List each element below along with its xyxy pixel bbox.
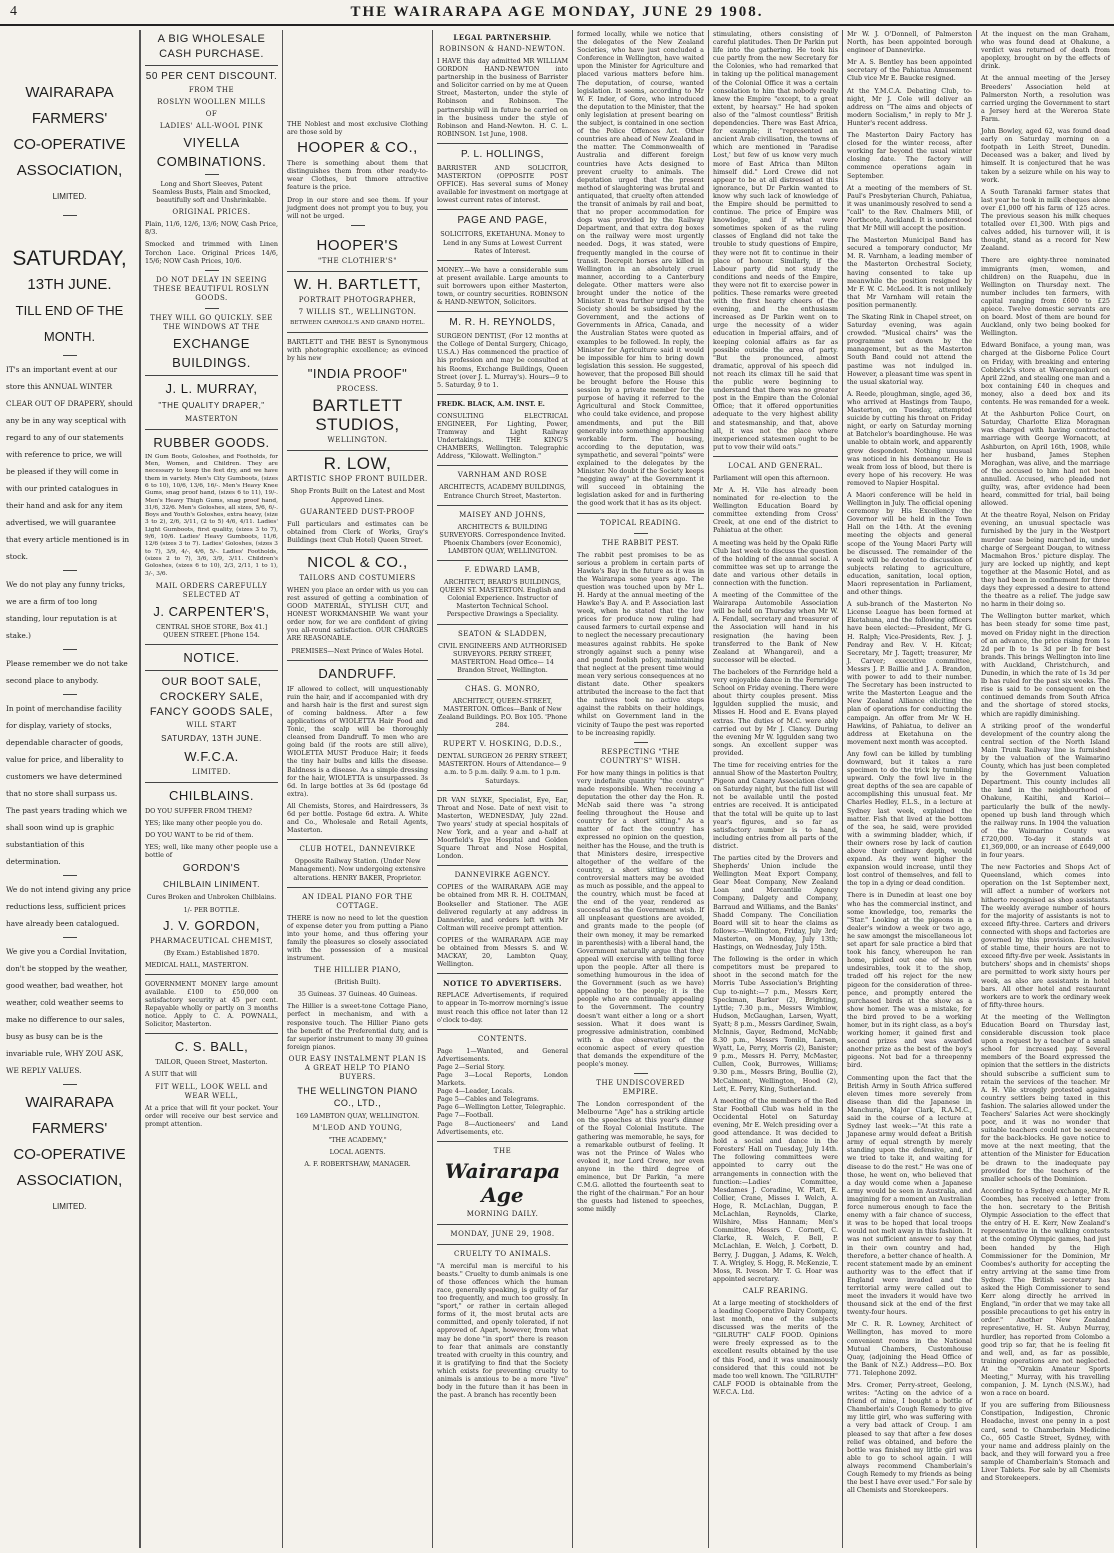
quality-draper: "THE QUALITY DRAPER," xyxy=(158,400,265,410)
of-text: OF xyxy=(205,110,218,118)
clothiers: "THE CLOTHIER'S" xyxy=(318,256,397,265)
british-built: (British Built). xyxy=(334,978,381,987)
viyella-desc: Long and Short Sleeves, Patent Seamless Busts, Plain and Smocked, beautifully soft and Unshrinkable. xyxy=(152,180,271,205)
hooper-co: HOOPER & CO., xyxy=(297,139,418,157)
do-not-delay: DO NOT DELAY IN SEEING THESE BEAUTIFUL ROSLYN GOODS. xyxy=(153,275,270,302)
wfca-body-6: We give you a Cordial Invitation, don't be stopped by the weather, good weather, bad weather, hot weather, cold weather seems to make no difference to our sales, busy as busy can be is the invariable rule, WHY ZOU ASK, WE REPLY VALUES. xyxy=(6,947,128,1075)
ashburton: At the Ashburton Police Court, on Saturday, Charlotte Eliza Moragnan was charged with having contracted marriage with George Wornacott, at Ashburton, on April 16th, 1908, while her husband, James Stephen Moraghan, was alive, and the marriage of the accused to him had not been annulled. Accused, who pleaded not guilty, was, after evidence had been heard, committed for trial, bail being allowed. xyxy=(981,410,1110,508)
wfca-body-3: Please remember we do not take second place to anybody. xyxy=(6,659,128,685)
notice: NOTICE. xyxy=(183,649,240,665)
van-slyke: DR VAN SLYKE, Specialist, Eye, Ear, Throat and Nose. Date of next visit to Masterton, WEDNESDAY, July 22nd. Two years' study at special hospitals of New York, and a year and a-half at Moorfield's Eye Hospital and Golden Square Throat and Nose Hospital, London. xyxy=(437,795,568,861)
bentley: Mr A. S. Bentley has been appointed secretary of the Pahiatua Amusement Club vice Mr E. Baucke resigned. xyxy=(847,58,972,83)
india-proof: "INDIA PROOF" xyxy=(307,366,408,382)
murray: J. L. MURRAY, xyxy=(165,380,258,396)
hosking: RUPERT V. HOSKING, D.D.S., xyxy=(442,740,563,749)
viyella: VIYELLA xyxy=(183,135,240,150)
pigeon: There is in Dunedin at least one boy who has the commercial instinct, and some knowledge, too, remarks the "Star." Looking at the pigeons in a dealer's window a week or two ago, he saw amongst the miscellaneous lot set apart for sale practice a bird that took his fancy, whereupon he ran home, picked out one of his own undesirables, took it to the shop, traded off his reject for the new pigeon for the consideration of three-pence, and promptly entered the purchased birds at the show as a show homer. The was a mistake, for the bird proved to be a working homer, but in its right class, as a boy's working homer, it gained first and second prizes and was awarded another prize as the best of the boy's pigeons. Not bad for a threepenny bird. xyxy=(847,891,972,1070)
roslyn-mills: ROSLYN WOOLLEN MILLS xyxy=(157,98,266,106)
wholesale-heading: A BIG WHOLESALE xyxy=(157,33,266,45)
morning-daily: MORNING DAILY. xyxy=(466,1209,539,1218)
maisey: MAISEY AND JOHNS, xyxy=(459,510,546,519)
instalment: OUR EASY INSTALMENT PLAN IS A GREAT HELP TO PIANO BUYERS. xyxy=(288,1054,427,1081)
studios: STUDIOS, xyxy=(315,415,400,435)
crockery-sale: CROCKERY SALE, xyxy=(159,690,264,703)
process: PROCESS. xyxy=(336,385,379,394)
club-body: Opposite Railway Station. (Under New Management). Now undergoing extensive alterations. HENRY BAKER, Proprietor. xyxy=(289,857,426,882)
drovers: The parties cited by the Drovers and Shepherds' Union include the Wellington Meat Export Company, Gear Meat Company, New Zealand Loan and Mercantile Agency Company, Dalgety and Company, Barraud and Williams, and the Banks' Shadd Company. The Conciliation Board will sit to hear the claims as follows:—Wellington, Friday, July 3rd; Masterton, on Monday, July 13th; Hastings, on Wednesday, July 15th. xyxy=(713,854,838,952)
parliament: Parliament will open this afternoon. xyxy=(713,473,830,482)
pharm-chemist: PHARMACEUTICAL CHEMIST, xyxy=(149,936,274,945)
issue-date: MONDAY, JUNE 29, 1908. xyxy=(450,1229,555,1238)
boniface: Edward Boniface, a young man, was charged at the Gisborne Police Court on Friday, with breaking and entering Cobbrick's store at Waerengaokuri on April 22nd, and stealing one man and a box containing £40 in cheques and money, also a deed box and its contents. He was remanded for a week. xyxy=(981,341,1110,407)
r-low: R. LOW, xyxy=(323,454,392,474)
nicol: NICOL & CO., xyxy=(307,553,408,571)
band: The Masterton Municipal Band has secured a temporary conductor, Mr M. R. Varnham, a leading member of the Masterton Orchestral Society, having consented to take up meanwhile the position resigned by Mr F. W. C. McLeod. It is not unlikely that Mr Varnham will retain the position permanently. xyxy=(847,236,972,309)
dannevirke-body: COPIES of the WAIRARAPA AGE may be obtained from MR R. H. COLTMAN, Bookseller and Stationer. The AGE delivered regularly at any address in Dannevirke, and orders left with Mr Coltman will receive prompt attention. xyxy=(437,883,568,932)
rabbit-body: The rabbit pest promises to be as serious a problem in certain parts of Hawke's Bay in the future as it was in the Wairarapa some years ago. The question was touched upon by Mr L. H. Hardy at the annual meeting of the Hawke's Bay A. and P. Association last week, when he stated that the low prices for produce now ruling had caused farmers to curtail expense and to neglect the necessary precautionary measures against rabbits. He spoke strongly against such a penny wise and pound foolish policy, maintaining that neglect at the present time would mean very serious consequences at no distant date. Other speakers attributed the increase to the fact that the natives took no active steps against the rabbits on their holdings, whilst on Government land in the vicinity of Taupo the pest was reported to be increasing rapidly. xyxy=(577,550,704,737)
ymca: At the Y.M.C.A. Debating Club, to-night, Mr J. Cole will deliver an address on "The aims and objects of modern Socialism," in reply to Mr J. Hunter's recent address. xyxy=(847,86,972,127)
nicol-body: WHEN you place an order with us you can rest assured of getting a combination of GOOD MATERIAL, STYLISH CUT, and HONEST WORKMANSHIP. We want your order now, for we are confident of giving you all-round satisfaction. OUR CHARGES ARE REASONABLE. xyxy=(287,585,428,643)
partnership-body: I HAVE this day admitted MR WILLIAM GORDON HAND-NEWTON into partnership in the business of Barrister and Solicitor carried on by me at Queen Street, Masterton, under the style of Robinson and Robinson. The partnership will in future be carried on in the business under the style of Robinson and Hand-Newton. H. C. L. ROBINSON. 1st June, 1908. xyxy=(437,57,568,138)
maisey-body: ARCHITECTS & BUILDING SURVEYORS. Correspondence Invited. Phoenix Chambers (over Economic), LAMBTON QUAY, WELLINGTON. xyxy=(439,522,566,555)
monro-body: ARCHITECT, QUEEN-STREET, MASTERTON. Offices—Bank of New Zealand Buildings. P.O. Box 105. 'Phone 284. xyxy=(437,696,568,730)
column-3-ads xyxy=(282,30,432,1548)
cruelty-heading: CRUELTY TO ANIMALS. xyxy=(454,1249,551,1258)
seaton: SEATON & SLADDEN, xyxy=(457,629,548,638)
poultry: The time for receiving entries for the annual Show of the Masterton Poultry, Pigeon and Canary Association closed on Saturday night, but the full list will not be available until the posted entries are received. It is anticipated that the total will be quite up to last year's figures, and so far as satisfactory number is to hand, including entries from all parts of the district. xyxy=(713,760,838,850)
advertisers-body: REPLACE Advertisements, if required to appear in To-morrow morning's issue must reach this office not later than 12 o'clock to-day. xyxy=(437,991,568,1024)
limited: LIMITED. xyxy=(192,767,231,776)
club-hotel: CLUB HOTEL, DANNEVIRKE xyxy=(299,845,416,854)
education-board: At the meeting of the Wellington Education Board on Thursday last, considerable discussion took place upon a request by a teacher of a small school for increased pay. Several members of the Board expressed the opinion that the settlers in the districts should subscribe a sufficient sum to retain the services of the teacher. Mr A. H. Vile strongly protested against country settlers being taxed in this fashion. The salaries allowed under the Teachers' Salaries Act were shockingly poor, and it was no wonder that suitable teachers could not be secured for the back-blocks. He gave notice to move at the next meeting, that the attention of the Minister for Education be drawn to the inadequate pay provided for the teachers of the smaller schools of the Dominion. xyxy=(981,1012,1110,1183)
dandruff-body: IF allowed to collect, will unquestionably ruin the hair, and if accompanied with dry and harsh hair is the first and surest sign of coming baldness. After a few applications of WIOLETTA Hair Food and Tonic, the scalp will be thoroughly cleansed from Dandruff. To men who are going bald (if the roots are still alive), WIOLETTA MUST Produce Hair; it feeds the tiny hair bulbs and kills the disease. Baldness is a disease. As a simple dressing for the hair, WIOLETTA is unsurpassed. 3s 6d. In large bottles at 3s 6d (postage 6d extra). xyxy=(287,684,428,798)
cruelty-cont: formed locally, while we notice that the delegates of the New Zealand Societies, who have just concluded a Conference in Wellington, have waited upon the Minister for Agriculture and placed various matters before him. The deputation, of course, wanted legislation. It seems, according to Mr W. F. Inder, of Gore, who introduced the deputation to the Minister, that the only legislation at present bearing on the subject, is contained in one section of the Police Offences Act. Other countries are ahead of New Zealand in the matter. The Commonwealth of Australia and different foreign countries have Acts designed to prevent cruelty to animals. The deputation urged that the present method of slaughtering was brutal and antiquated, that cruelty often attended the transit of animals by rail and boat, that no proper accommodation for dogs was provided by the Railway Department, and that extra dog boxes on the railway were most urgently needed. Dogs, it was stated, were frequently mangled in the course of transit. Decrepit horses are killed in Wellington in an absolutely cruel manner, according to a Canterbury delegate. Other matters were also brought under the notice of the Minister. It was further urged that the Society should be subsidised by the Government, and the actions of Governments in Africa, Canada, and the Australian States were quoted as examples to be followed. In reply, the Minister for Agriculture said it would be impossible for him to bring down legislation this session. He suggested, however, that the proposed Bill should be brought before the House this session by a private member for the purpose of having it referred to the Agricultural and Stock Committee, who could take evidence, and propose amendments, and put the Bill generally into something approaching workable form. The housing, according to the deputation, was sympathetic, and several "points" were explained to the delegates by the Minister. No doubt if the Society keeps "negging away" at the Government it will succeed in obtaining the legislation asked for and in furthering the good work that it has as its object. xyxy=(577,30,704,508)
hooper-intro: THE Noblest and most exclusive Clothing are those sold by xyxy=(287,120,428,137)
hoopers: HOOPER'S xyxy=(316,236,399,254)
cruelty-body: "A merciful man is merciful to his beasts." Cruelty to dumb animals is one of those offences which the human race, generally speaking, is guilty of far too frequently, and much too grossly. In "sport," or rather in certain alleged forms of it, the most brutal acts are committed, and openly tolerated, if not approved of. Apart, however, from what may be done "in sport" there is reason to fear that animals are constantly treated with cruelty in this country, and it is gratifying to find that the Society which exists for preventing cruelty to animals is anxious to be a more "live" body in the future than it has been in the past. A branch has recently been xyxy=(437,1261,568,1400)
mcleod: M'LEOD AND YOUNG, xyxy=(312,1124,403,1133)
fancy-sale: FANCY GOODS SALE, xyxy=(149,705,274,718)
taranaki: A South Taranaki farmer states that last year he took in milk cheques alone over £1,000 off his farm of 125 acres. The previous season his milk cheques totalled over £1,300. With pigs and calves added, his turnover will, it is thought, stand as a record for New Zealand. xyxy=(981,187,1110,253)
cs-ball: C. S. BALL, xyxy=(174,1039,249,1055)
cash-purchase: CASH PURCHASE. xyxy=(159,48,264,60)
skating: The Skating Rink in Chapel street, on Saturday evening, was again crowded. "Musical chairs" was the programme set down by the management, but as the Masterton South Band could not attend the pastime was not indulged in. However, a pleasant time was spent in the usual skatorial way. xyxy=(847,313,972,386)
money: MONEY.—We have a considerable sum at present available. Large amounts to suit borrowers upon either Masterton, town, or country securities. ROBINSON & HAND-NEWTON, Solicitors. xyxy=(437,265,568,307)
topical-reading: TOPICAL READING. xyxy=(600,518,681,527)
column-6 xyxy=(708,30,842,1548)
wh-bartlett: W. H. BARTLETT, xyxy=(293,275,422,293)
chil-q2: DO YOU WANT to be rid of them. xyxy=(145,831,254,840)
portrait: PORTRAIT PHOTOGRAPHER, xyxy=(298,295,417,304)
queensland: The new Factories and Shops Act of Queensland, which comes into operation on the 1st September next, will affect a number of workers not hitherto recognised as shop assistants. The weekly average number of hours for the majority of assistants is not to exceed fifty-three. Carters and drivers connected with shops and factories are governed by this provision. Exclusive of stable time, their hours are not to exceed fifty-five per week. Assistants in butchers' shops and in chemists' shops are permitted to work sixty hours per week, as also are assistants in hotel bars. All other hotel and restaurant workers are to work the ordinary week of fifty-three hours. xyxy=(981,863,1110,1009)
carpenter-address: CENTRAL SHOE STORE, Box 41.] QUEEN STREET. [Phone 154. xyxy=(155,622,268,639)
opaki: A meeting was held by the Opaki Rifle Club last week to discuss the question of the holding of the annual social. A committee was set up to arrange the date and various other details in connection with the function. xyxy=(713,538,838,587)
page-and-page: PAGE AND PAGE, xyxy=(457,215,548,227)
olympic: According to a Sydney exchange, Mr R. Coombes, has received a letter from the hon. secretary to the British Olympic Association to the effect that the entry of H. E. Kerr, New Zealand's representative in the walking contests at the coming Olympic games, had just been handed by the High Commissioner for the Dominion, Mr Coombes's authority for accepting the entry arriving at the same time from Sydney. The British secretary has asked the High Commissioner to send Kerr along directly he arrived in England, "in order that we may take all possible precautions to get his entry in order." Another New Zealand representative, H. St. Aubyn Murray, hurdler, has reported from Colombo a good trip so far, that he is feeling fit and well, and, as far as possible, training operations are not neglected. At the "Orakin Amateur Sports Meeting," Murray, with his travelling companion, J. M. Lynch (N.S.W.), had won a race on board. xyxy=(981,1186,1110,1398)
per-bottle: 1/- PER BOTTLE. xyxy=(183,905,240,914)
the: THE xyxy=(493,1146,512,1155)
hillier-body: The Hillier is a sweet-tone Cottage Piano, perfect in mechanism, and with a responsive touch. The Hillier Piano gets the benefit of the Preferential duty, and is far superior instrument to many 30 guinea foreign pianos. xyxy=(287,1002,428,1051)
column-7 xyxy=(842,30,976,1548)
bowley: John Bowley, aged 62, was found dead early on Saturday morning on a footpath in Leith Street, Dunedin. Deceased was a baker, and lived by himself. It is conjectured that he was taken by a seizure while on his way to work. xyxy=(981,127,1110,184)
shop-fronts: Shop Fronts Built on the Latest and Most Approved Lines. xyxy=(290,487,425,504)
wfca-heading-1: WAIRARAPA FARMERS' CO-OPERATIVE ASSOCIATION, LIMITED. xyxy=(13,84,126,201)
by-exam: (By Exam.) Established 1870. xyxy=(163,948,260,957)
immigrants: There are eighty-three nominated immigrants (men, women, and children) on the Ruapehu, due in Wellington on Thursday next. The number includes ten farmers, with capital ranging from £600 to £25 apiece. Twelve domestic servants are on board. Most of them are bound for Auckland, only two being booked for Wellington. xyxy=(981,256,1110,338)
jv-gordon: J. V. GORDON, xyxy=(162,917,261,933)
premises: PREMISES—Next Prince of Wales Hotel. xyxy=(291,646,424,655)
chemists: All Chemists, Stores, and Hairdressers, 3s 6d per bottle. Postage 6d extra. A. White and Co., Wholesale and Retail Agents, Masterton. xyxy=(287,801,428,835)
fernridge: The bachelors of the Fernridge held a very enjoyable dance in the Fernridge School on Friday evening. There were about thirty couples present. Miss Iggulden supplied the music, and Misses H. Hood and E. Evans played extras. The duties of M.C. were ably carried out by Mr J. Clancy. During the evening Mr W. Iggulden sang two songs. An excellent supper was provided. xyxy=(713,667,838,757)
st-pauls: At a meeting of the members of St. Paul's Presbyterian Church, Pahiatua, it was unanimously resolved to send a "call" to the Rev. Chalmers Mill, of Northcote, Auckland. It is understood that Mr Mill will accept the position. xyxy=(847,183,972,233)
no-license: A sub-branch of the Masterton No License League has been formed at Eketahuna, and the following officers have been elected:—President, Mr G. H. Ralph; Vice-Presidents, Rev. J. J. Pendray and Rev. V. H. Kitcat; Secretary, Mr J. Tagett; treasurer, Mr J. Carver; executive committee, Messrs J. P. Baillie and J. A. Brandon, with power to add to their number. The Secretary has been instructed to write the Masterton League and the New Zealand Alliance eliciting the plan of operations for conducting the campaign. An offer from Mr W. H. Hawkins, of Pahiatua, to deliver an address at Eketahuna on the movement next month was accepted. xyxy=(847,600,972,746)
rabbit-pest: THE RABBIT PEST. xyxy=(602,538,679,547)
country-wish: RESPECTING "THE COUNTRY'S" WISH. xyxy=(600,747,681,765)
boot-sale: OUR BOOT SALE, xyxy=(161,675,262,688)
masthead xyxy=(0,0,1114,26)
wfca-abbr: W.F.C.A. xyxy=(184,748,239,764)
monro: CHAS. G. MONRO, xyxy=(465,684,540,693)
bartlett-best: BARTLETT and THE BEST is Synonymous with photographic excellence; as evinced by his new xyxy=(287,338,428,363)
red-star: A meeting of the members of the Red Star Football Club was held in the Occidental Hotel on Saturday evening, Mr E. Welch presiding over a good attendance. It was decided to hold a social and dance in the Foresters' Hall on Tuesday, July 14th. The following committees were appointed to carry out the arrangements in connection with the function:—Ladies' Committee, Mesdames J. Coradine, W. Platt, E. Collier, Crane, Misses I. Welch, A. Hoge, R. McLachlan, Duggan, P. McLachlan, Reynolds, Clarke, Wilshire, Miss Hannam; Men's Committee, Messrs C. Cornett, C. Clarke, R. Welch, F. Bell, P. McLachlan, E. Welch, J. Corbett, D. Berry, J. Duggan, J. Adams, K. Welch, T. A. Wrigley, S. Hogg, R. McKenzie, T. Moss, R. Iveson. Mr T. G. Hoar was appointed secretary. xyxy=(713,1096,838,1283)
jersey: At the annual meeting of the Jersey Breeders' Association held at Palmerston North, a resolution was carried urging the Government to start a Jersey herd at the Wereroa State Farm. xyxy=(981,74,1110,123)
sat-13-june: SATURDAY, 13TH JUNE. xyxy=(161,733,262,743)
seaton-body: CIVIL ENGINEERS AND AUTHORISED SURVEYORS. PERRY STREET, MASTERTON. Head Office— 14 Brandon Street, Wellington. xyxy=(438,641,567,674)
liniment: CHILBLAIN LINIMENT. xyxy=(163,879,260,890)
hollings-body: BARRISTER AND SOLICITOR, MASTERTON (OPPOSITE POST OFFICE). Has several sums of Money available for investment on mortgage at lowest current rates of interest. xyxy=(437,163,568,205)
butter: The Wellington butter market, which has been steady for some time past, moved on Friday night in the direction of an advance, the price rising from 1s 2d per lb to 1s 3d per lb for best brands. This brings Wellington into line with Auckland, Christchurch, and Dunedin, in which the rate of 1s 3d per lb has ruled for the past six weeks. The rise is said to be consequent on the continued demands from South Africa and the shortage of stored stocks, which are rapidly diminishing. xyxy=(981,612,1110,718)
waimarino: A striking proof of the wonderful development of the country along the central section of the North Island Main Trunk Railway line is furnished by the valuation of the Waimarino County, which has just been completed by the Government Valuation Department. This county includes all the land in the neighbourhood of Ohakune, Kaitihi, and Karioi—particularly the bulk of the newly-opened up bush land through which the railway runs. In 1904 the valuation of the Waimarino County was £720,000. To-day it stands at £1,369,000, or an increase of £649,000 in four years. xyxy=(981,721,1110,860)
mail-orders: MAIL ORDERS CAREFULLY SELECTED AT xyxy=(155,581,268,599)
chil-q1: DO YOU SUFFER FROM THEM? xyxy=(145,806,252,815)
column-1-wfca-ad xyxy=(0,30,140,1548)
robertshaw: A. F. ROBERTSHAW, MANAGER. xyxy=(304,1160,411,1169)
wfca-heading-2: WAIRARAPA FARMERS' CO-OPERATIVE ASSOCIATION, LIMITED. xyxy=(13,1094,126,1211)
piano-body: THERE is now no need to let the question of expense deter you from putting a Piano into your home, and thus offering your family the pleasures so closely associated with the possession of a musical instrument. xyxy=(287,913,428,963)
wellington-1: WELLINGTON. xyxy=(327,436,388,445)
fish: Any fowl can be killed by tumbling downward, but it takes a rare specimen to do the trick by tumbling upward. Only the fowl live in the great depths of the sea are capable of accomplishing this unusual feat. Mr Charles Hedley, F.L.S., in a lecture at Sydney last week, explained the matter. Fish that lived at the bottom of the sea, he said, were provided with a swimming bladder, which, if their owners rose by lack of caution above their ordinary depth, would expand. As they went higher the expansion would increase, until they lost control of themselves, and fell to the top in a dying or dead condition. xyxy=(847,749,972,888)
wfca-body-1: IT's an important event at our store this ANNUAL WINTER CLEAR OUT OF DRAPERY, should any be in any way sceptical with regard to any of our statements with reference to price, we will be pleased if they will come in with our printed catalogues in their hand and ask for any item advertised, we will guarantee that every article mentioned is in stock. xyxy=(6,365,133,561)
newspaper-title: THE WAIRARAPA AGE MONDAY, JUNE 29 1908. xyxy=(350,4,764,20)
chilblains: CHILBLAINS. xyxy=(169,787,254,803)
column-5 xyxy=(572,30,708,1548)
rubber-goods: RUBBER GOODS. xyxy=(153,434,270,450)
reynolds: M. R. H. REYNOLDS, xyxy=(449,317,556,329)
ideal-piano: AN IDEAL PIANO FOR THE COTTAGE. xyxy=(302,892,413,910)
saturday: SATURDAY, xyxy=(12,247,127,270)
lamb: F. EDWARD LAMB, xyxy=(464,566,541,575)
fit-well: FIT WELL, LOOK WELL and WEAR WELL, xyxy=(155,1082,268,1100)
lambton-quay: 169 LAMBTON QUAY, WELLINGTON. xyxy=(295,1111,420,1120)
contents-heading: CONTENTS. xyxy=(477,1034,528,1043)
lamb-body: ARCHITECT, BEARD'S BUILDINGS, QUEEN ST. MASTERTON. English and Colonial Experience. Instructor of Masterton Technical School. Perspective Drawings a Speciality. xyxy=(439,578,566,619)
ladies-wool: LADIES' ALL-WOOL PINK xyxy=(159,122,264,130)
vile: Mr A. H. Vile has already been nominated for re-election to the Wellington Education Board by committee extending from Cross' Creek, at one end of the district to Pahiatua at the other. xyxy=(713,485,838,535)
reynolds-body: SURGEON DENTIST, (For 12 months at the College of Dental Surgery, Chicago, U.S.A.) Has commenced the practice of his profession and may be consulted at his Rooms, Exchange Buildings, Queen Street (over J. L. Murray's). Hours—9 to 5. Saturday, 9 to 1. xyxy=(437,332,568,389)
black: FREDK. BLACK, A.M. INST. E. xyxy=(437,399,545,408)
column-8 xyxy=(976,30,1114,1548)
legal-partnership: LEGAL PARTNERSHIP. xyxy=(453,33,552,42)
cures: Cures Broken and Unbroken Chilblains. xyxy=(146,893,277,902)
from-text: FROM THE xyxy=(188,86,235,94)
month: MONTH. xyxy=(43,329,96,344)
maori-conf: A Maori conference will be held in Wellington in July. The official opening ceremony by His Excellency the Governor will be held in the Town Hall on the 14th. At the evening meeting the objects and general scope of the Young Maori Party will be discussed. The remainder of the week will be devoted to discussion of subjects relating to agriculture, education, sanitation, local option, Maori representation in Parliament, and other things. xyxy=(847,490,972,597)
empire-body: The London correspondent of the Melbourne "Age" has a striking article on the speeches at this year's dinner of the Royal Colonial Institute. The gathering was memorable, he says, for a remarkable outburst of feeling. It was not the Prince of Wales who evoked it, nor Lord Crewe, nor even anyone in the third degree of eminence, but Dr Parkin, "a mere C.M.G. allotted the fourteenth seat to the right of the chairman." For an hour the guests had listened to speeches, some mildly xyxy=(577,1100,704,1214)
academy: "THE ACADEMY," xyxy=(328,1136,387,1145)
hooper-p2: There is something about them that distinguishes them from other ready-to-wear Clothes, but thmore attractive feature is the price. xyxy=(287,159,428,192)
discount-heading: 50 PER CENT DISCOUNT. xyxy=(145,71,278,82)
original-prices: ORIGINAL PRICES. xyxy=(172,208,251,217)
will-start: WILL START xyxy=(186,720,237,729)
bartlett-2: BARTLETT xyxy=(312,396,403,416)
robinson-hand: ROBINSON & HAND-NEWTON. xyxy=(439,45,566,53)
till-end: TILL END OF THE xyxy=(15,303,124,318)
chamberlain: If you are suffering from Biliousness Constipation, Indigestion, Chronic Headache, invest one penny in a post card, send to Chamberlain Medicine Co., 605 Castle Street, Sydney, with your name and address plainly on the back, and they will forward you a free sample of Chamberlain's Stomach and Liver Tablets. For sale by all Chemists and Storekeepers. xyxy=(981,1401,1110,1483)
copies: COPIES of the WAIRARAPA AGE may be obtained from Messrs S. and W. MACKAY, 20, Lambton Quay, Wellington. xyxy=(437,935,568,969)
automobile: A meeting of the Committee of the Wairarapa Automobile Association will be held on Thursday when Mr W. A. Fendall, secretary and treasurer of the Association will hand in his resignation (he having been transferred to the Bank of New Zealand at Whangarei), and a successor will be elected. xyxy=(713,591,838,664)
suit-price: At a price that will fit your pocket. Your order will receive our best service and prompt attention. xyxy=(145,1103,278,1128)
wfca-body-4: In point of merchandise facility for display, variety of stocks, dependable character of goods, value for price, and liberality to customers we have determined that no store shall surpass us. The past years trading which we shall soon wind up is graphic substantiation of this determination. xyxy=(6,704,127,866)
carpenters: J. CARPENTER'S, xyxy=(153,603,270,619)
medical-hall: MEDICAL HALL, MASTERTON. xyxy=(145,960,249,969)
tailors: TAILORS AND COSTUMIERS xyxy=(299,573,416,582)
lowney: Mr C. R. R. Lowney, Architect of Wellington, has moved to more convenient rooms in the National Mutual Chambers, Customhouse Quay, (adjoining the Head Office of the Bank of N.Z.) Address—P.O. Box 771. Telephone 2092. xyxy=(847,1320,972,1377)
gov-money: GOVERNMENT MONEY large amount available. £100 to £50,000 on satisfactory security at 45 per cent. Repayable wholly or partly on 3 months notice. Apply to C. A. POWNALL, Solicitor, Masterton. xyxy=(145,979,278,1029)
dandruff: DANDRUFF. xyxy=(318,665,397,681)
chil-a2: YES; well, like many other people use a bottle of xyxy=(145,843,278,860)
column-2-ads xyxy=(140,30,282,1548)
hollings: P. L. HOLLINGS, xyxy=(461,148,544,160)
go-quickly: THEY WILL GO QUICKLY. SEE THE WINDOWS AT THE xyxy=(150,313,273,331)
masterton-1: MASTERTON xyxy=(185,414,238,423)
dust-proof: GUARANTEED DUST-PROOF xyxy=(300,507,415,516)
page-body: SOLICITORS, EKETAHUNA. Money to Lend in any Sums at Lowest Current Rates of Interest. xyxy=(440,230,565,255)
hooper-p3: Drop in our store and see them. If your judgment does not prompt you to buy, you will not be urged. xyxy=(287,195,428,220)
japanese: Commenting upon the fact that the British Army in South Africa suffered eleven times more severely from disease than did the Japanese in Manchuria, Major Clark, R.A.M.C., said in the course of a lecture at Sydney last week:—"At this rate a Japanese army would defeat a British army of equal strength by merely standing upon the defensive, and, if we tried to take it, and waiting for disease to do the rest." He was one of those, he went on, who believed that a day would come when a Japanese army would be seen in Australia, and imagining for a moment an Australian force numerous enough to face the enemy with a fair chance of success, it was to be hoped that local troops would not melt away in this fashion. It was not sufficient answer to say that in their own country and had, therefore, a better chance of health. A recent statement made by an eminent authority was to the effect that if England were invaded and the territorial army were called out to meet the invaders it would have two thousand sick at the end of the first twenty-four hours. xyxy=(847,1073,972,1317)
varnham-body: ARCHITECTS, ACADEMY BUILDINGS, Entrance Church Street, Masterton. xyxy=(439,483,566,500)
between: BETWEEN CARROLL'S AND GRAND HOTEL. xyxy=(290,319,425,326)
date-13-june: 13TH JUNE. xyxy=(27,276,112,293)
artistic-shop: ARTISTIC SHOP FRONT BUILDER. xyxy=(287,475,428,484)
empire-cont: stimulating, others consisting of careful platitudes. Then Dr Parkin put life into the gathering. He took his cue partly from the new Secretary for the Colonies, who had remarked that in taking up the political management of the Colonial Office it was a certain consolation to him that nobody really knew the Empire "except, to a great extent, by hearsay." He had spoken also of the "almost countless" British dependencies. There was East Africa, for example; it "represented an ancient Arab civilisation, the towns of which are mentioned in 'Paradise Lost,' but few of us know very much more of East Africa than Milton himself did." Lord Crewe did not appear to be at all distressed at this ignorance, but Dr Parkin wanted to know why such lack of knowledge of the Empire should be permitted to continue. The price of Empire was knowledge, and if what were sometimes spoken of as the ruling classes of England did not take the trouble to study questions of Empire, they were not fit to continue in their place of honour. Similarly, if the Labour party did not study the conditions and needs of the Empire, they were not fit to exercise power in politics. These remarks were greeted with the first hearty cheers of the evening, and the enthusiasm increased as Dr Parkin went on to urge the necessity of a wider education in Imperial affairs, and of keeping colonial affairs as far as possible outside the area of party. "But the pronounced, almost dramatic, approval of his speech did not reach its climax till he said that the public were beginning to understand that there was no greater post in the Empire than the Colonial Office; that it offered opportunities adequate to the very highest ability and statesmanship, and that, above all, it was not the place where inexperienced statesmen ought to be put to vow their wild oats." xyxy=(713,30,838,451)
combinations: COMBINATIONS. xyxy=(156,154,267,169)
chil-a1: YES; like many other people you do. xyxy=(145,819,263,828)
wpc: THE WELLINGTON PIANO CO., LTD., xyxy=(297,1085,418,1108)
column-4 xyxy=(432,30,572,1548)
notice-advertisers: NOTICE TO ADVERTISERS. xyxy=(443,979,562,989)
smocked-prices: Smocked and trimmed with Linen Torchon Lace. Original Prices 14/6, 15/6; NOW Cash Prices, 10/6. xyxy=(145,240,278,265)
wfca-body-2: We do not play any funny tricks, we are a firm of too long standing, lour reputation is at stake.) xyxy=(6,580,126,640)
graham: At the inquest on the man Graham, who was found dead at Ohakune, a verdict was returned of death from apoplexy, brought on by the effects of drink. xyxy=(981,30,1110,71)
nelson-jury: At the theatre Royal, Nelson on Friday evening, an unusual spectacle was furnished by the jury in the Westport murder case being marched in, under charge of Sergeant Dougan, to witness Macmahon Bros.' picture display. The jury are locked up nightly, and kept together at the Masonic Hotel, and as they had been in confinement for three days they expressed a desire to attend the theatre as a relief. The judge saw no harm in their doing so. xyxy=(981,511,1110,609)
rubber-prices: IN Gum Boots, Goloshes, and Footholds, for Men, Women, and Children. They are necessary to keep the feet dry, and we have them in variety. Men's City Gumboots, (sizes 6 to 10), 10/6, 13/6, 16/-. Men's Heavy Knee Gums, snag proof hand, (sizes 6 to 11), 19/-. Men's Heavy Thigh Gums, snag proof hand, 31/6, 32/6. Men's Goloshes, all sizes, 5/6, 6/-. Boys and Youth's Goloshes, extra heavy, (size 3 to 2), 2/6, 3/11, (2 to 5) 4/6, 4/11. Ladies' Light Gumboots, first quality, (sizes 3 to 7), 9/6, 10/6. Ladies' Heavy Gumboots, 11/6, 12/6 (sizes 3 to 7). Ladies' Goloshes, (sizes 3 to 7), 3/9, 4/-, 4/6, 5/-. Ladies' Footholds, (sizes 2 to 7), 3/6, 3/9, 3/11. Children's Goloshes, (sizes 6 to 10), 2/3, 2/11, 1 to 1), 3/-, 3/6. xyxy=(145,453,278,577)
suit: A SUIT that will xyxy=(145,1070,197,1079)
calf-body: At a large meeting of stockholders of a leading Cooperative Dairy Company, last month, one of the subjects discussed was the merits of the "GILRUTH" CALF FOOD. Opinions were freely expressed as to the excellent results obtained by the use of this Food, and it was unanimously considered that this could not be made too well known. The "GILRUTH" CALF FOOD is obtainable from the W.F.C.A. Ltd. xyxy=(713,1298,838,1396)
hosking-body: DENTAL SURGEON 26 PERRY STREET, MASTERTON. Hours of Attendance— 9 a.m. to 5 p.m. daily. 9 a.m. to 1 p.m. Saturdays. xyxy=(437,752,568,785)
exchange: EXCHANGE xyxy=(173,335,250,351)
particulars: Full particulars and estimates can be obtained from Clerk of Works, Gray's Buildings (next Club Hotel) Queen Street. xyxy=(287,519,428,544)
wairarapa-age-logo: Wairarapa Age xyxy=(444,1158,561,1207)
black-body: CONSULTING ELECTRICAL ENGINEER, For Lighting, Power, Tramway and Light Railway Undertakings. THE KING'S CHAMBERS, Wellington. Telegraphic Address, "Kilowatt. Wellington." xyxy=(437,411,568,461)
varnham: VARNHAM AND ROSE xyxy=(457,471,548,480)
reede: A. Reede, ploughman, single, aged 36, who arrived at Hastings from Taupo, Masterton, on Tuesday, attempted suicide by cutting his throat on Friday night, or early on Saturday morning at Batchelor's boardinghouse. He was unable to obtain work, and apparently grew despondent. Nothing unusual was noticed in his demeanour. He is weak from loss of blood, but there is every hope of his recovery. He was removed to Napier Hospital. xyxy=(847,389,972,487)
dairy-factory: The Masterton Dairy Factory has closed for the winter recess, after working far beyond the usual winter closing date. The factory will commence operations again in September. xyxy=(847,131,972,180)
dannevirke: DANNEVIRKE AGENCY. xyxy=(454,871,551,880)
local-agents: LOCAL AGENTS. xyxy=(329,1148,386,1157)
tailor: TAILOR, Queen Street, Masterton. xyxy=(155,1058,268,1067)
hillier: THE HILLIER PIANO, xyxy=(314,966,401,975)
willis-st: 7 WILLIS ST., WELLINGTON. xyxy=(298,307,417,316)
plain-prices: Plain, 11/6, 12/6, 13/6; NOW, Cash Price, 8/3. xyxy=(145,220,279,237)
undiscovered-empire: THE UNDISCOVERED EMPIRE. xyxy=(596,1079,685,1097)
guineas: 35 Guineas. 37 Guineas. 40 Guineas. xyxy=(297,990,418,999)
gordons: GORDON'S xyxy=(182,863,241,875)
page-number: 4 xyxy=(10,4,17,19)
cromer: Mrs. Cromer, Perry-street, Geelong, writes: "Acting on the advice of a friend of mine, I bought a bottle of Chamberlain's Cough Remedy to give my little girl, who was suffering with a very bad attack of Croup. I am pleased to say that after a few doses relief was obtained, and before the bottle was finished my little girl was able to go to school again. I will always recommend Chamberlain's Cough Remedy to my friends as being the best I have ever used." For sale by all Chemists and Storekeepers. xyxy=(847,1381,972,1495)
odonnell: Mr W. J. O'Donnell, of Palmerston North, has been appointed borough engineer of Dannevirke. xyxy=(847,30,972,55)
buildings: BUILDINGS. xyxy=(172,354,251,370)
morris-tube: The following is the order in which competitors must be prepared to shoot in the second match for the Morris Tube Association's Brighting Cup to-night:—7 p.m., Messrs Kerr, Speckman, Barker (2), Brighting, Lyttle; 7.30 p.m., Messrs Wimblow, Hudson, McGaughan, Larsen, Wyatt, Syatt; 8 p.m., Messrs Gardiner, Swain, McInnis, Gayer, Redmond, McNabb; 8.30 p.m., Messrs Tomlin, Larsen, Wyatt, Le, Perry, Morris (2), Banister; 9 p.m., Messrs H. Perry, McMaster, Cullen, Cook, Burrowes, Williams; 9.30 p.m., Messrs Bring, Boullie (2), McCalmont, Wellington, Hood (2), Lett, E. Perry, King, Sutherland. xyxy=(713,955,839,1093)
local-general: LOCAL AND GENERAL. xyxy=(728,461,823,470)
wish-body: For how many things in politics is that very indefinite quantity "the country" made responsible. When receiving a deputation the other day the Hon. R. McNab said there was "a strong feeling throughout the House and country for a short sitting." As a matter of fact the country has expressed no opinion on the question, neither has the House, and the truth is that Ministers desire, irrespective altogether of the welfare of the country, a short sitting so that controversial matters may be avoided as much as possible, and the appeal to the country, which must be faced at the end of the year, rendered as successful as the Government wish. If all unpleasant questions are avoided, and grants made to the people (of their own money, it may be remarked in parenthesis) with a liberal hand, the Government naturally argue that they appeal will exercise with telling force upon the people. After all there is something humourous in the idea of the Government (such as we have) appealing to the people; it is the people who are continually appealing to the Government. The country doesn't want either a long or a short session. What it does want is progressive administration, combined with a due observation of the economic aspect of every question that demands the expenditure of the people's money. xyxy=(577,768,704,1069)
wfca-body-5: We do not intend giving any price reductions less, sufficient prices have already been catalogued. xyxy=(6,885,131,928)
calf-rearing: CALF REARING. xyxy=(742,1286,809,1295)
contents-list: Page 1—Wanted, and General Advertisements. Page 2—Serial Story. Page 3—Local Reports, London Markets. Page 4—Leader, Locals. Page 5—Cables and Telegrams. Page 6—Wellington Letter, Telegraphic. Page 7—Football. Page 8—Auctioneers' and Land Advertisements, etc. xyxy=(437,1046,568,1136)
